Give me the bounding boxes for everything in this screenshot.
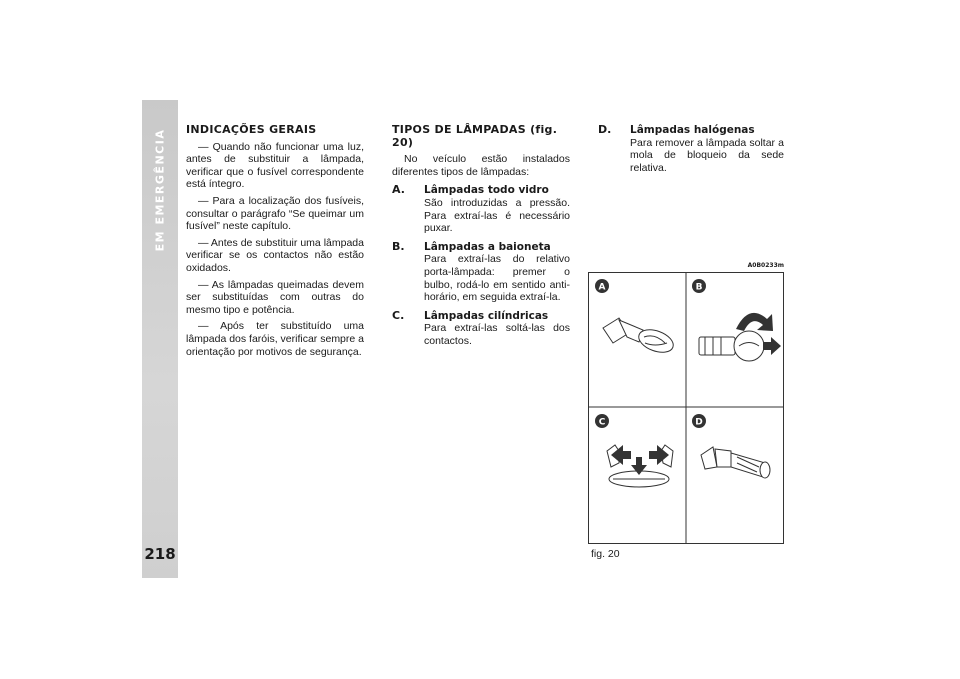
panel-label-c: C — [598, 417, 606, 428]
item-letter: A. — [392, 183, 405, 197]
item-desc: Para extraí-las do relativo porta-lâmpada: premer o bulbo, rodá-lo em sentido anti-horário, em seguida extraí-la. — [424, 253, 570, 304]
paragraph: — Antes de substituir uma lâmpada verificar se os contactos não estão oxidados. — [186, 236, 364, 274]
item-title: Lâmpadas a baioneta — [424, 240, 551, 253]
column-lamp-types — [392, 124, 570, 352]
item-title: Lâmpadas halógenas — [630, 124, 755, 136]
lamp-item-a — [392, 184, 570, 234]
panel-b — [692, 279, 781, 361]
heading-lamp-types — [392, 124, 570, 149]
figure-code: A0B0233m — [747, 262, 784, 269]
item-letter: D. — [598, 123, 612, 136]
item-title: Lâmpadas todo vidro — [424, 184, 549, 197]
lamp-item-d — [598, 124, 784, 174]
panel-label-b: B — [695, 282, 703, 293]
lamp-item-b — [392, 241, 570, 304]
bayonet-bulb-icon — [699, 331, 764, 361]
paragraph: — As lâmpadas queimadas devem ser substituídas com outras do mesmo tipo e potência. — [186, 278, 364, 316]
panel-label-a: A — [598, 282, 606, 293]
push-arrow-icon — [763, 337, 781, 355]
all-glass-bulb-icon — [603, 318, 676, 357]
paragraph: — Após ter substituído uma lâmpada dos faróis, verificar sempre a orientação por motivos de segurança. — [186, 320, 364, 358]
panel-c — [595, 414, 673, 487]
item-desc: São introduzidas a pressão. Para extraí-las é necessário puxar. — [424, 196, 570, 235]
item-desc: Para remover a lâmpada soltar a mola de bloqueio da sede relativa. — [630, 136, 784, 174]
intro-paragraph: No veículo estão instalados diferentes tipos de lâmpadas: — [392, 153, 570, 178]
figure-caption: fig. 20 — [591, 548, 620, 560]
heading-text: TIPOS DE LÂMPADAS — [392, 123, 526, 136]
item-title: Lâmpadas cilíndricas — [424, 309, 549, 322]
rotate-arrow-icon — [736, 313, 773, 331]
page-number: 218 — [144, 545, 176, 563]
paragraph: — Para a localização dos fusíveis, consultar o parágrafo “Se queimar um fusível” neste capítulo. — [186, 194, 364, 233]
lamp-illustrations — [589, 273, 783, 543]
figure-20 — [588, 262, 784, 544]
heading-general-indications: INDICAÇÕES GERAIS — [186, 123, 317, 136]
panel-d — [692, 414, 770, 478]
column-general-indications — [186, 124, 364, 362]
halogen-bulb-icon — [701, 447, 770, 478]
panel-a — [595, 279, 676, 357]
column-halogen — [598, 124, 784, 178]
item-letter: C. — [392, 308, 405, 322]
section-label: EM EMERGÊNCIA — [153, 128, 167, 252]
paragraph: — Quando não funcionar uma luz, antes de substituir a lâmpada, verificar que o fusível correspondente está íntegro. — [186, 140, 364, 191]
figure-box — [588, 272, 784, 544]
item-letter: B. — [392, 239, 405, 253]
panel-label-d: D — [695, 417, 703, 428]
lamp-item-c — [392, 310, 570, 348]
heading-fig-ref: (fig. 20) — [392, 123, 558, 149]
item-desc: Para extraí-las soltá-las dos contactos. — [424, 322, 570, 347]
